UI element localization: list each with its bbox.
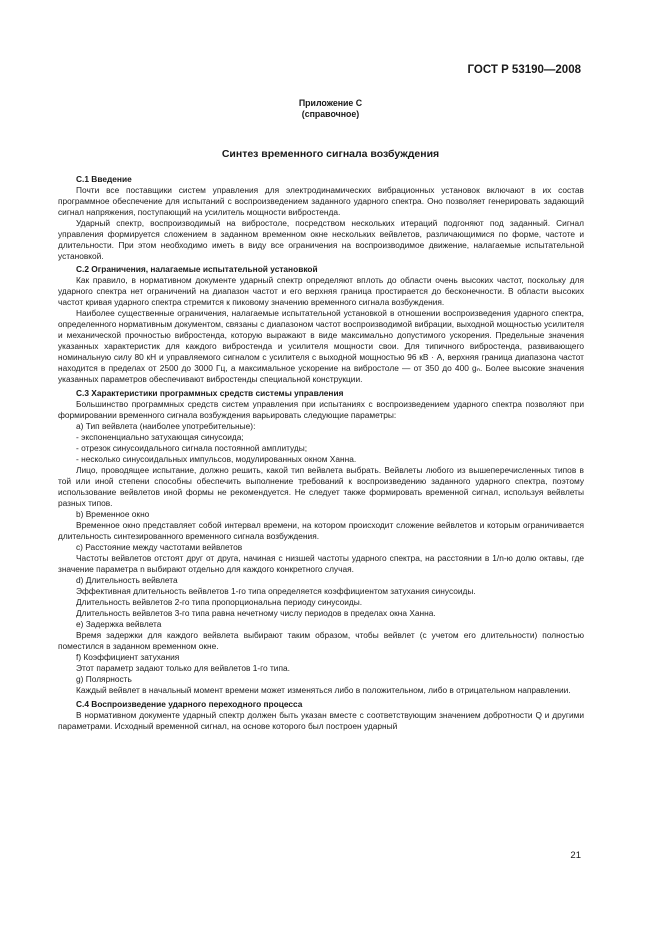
page-number: 21 — [570, 850, 581, 861]
list-item: е) Задержка вейвлета — [76, 619, 162, 630]
annex-label: Приложение С — [298, 98, 363, 108]
paragraph: Почти все поставщики систем управления для электродинамических вибрационных установок включают в их состав программное обеспечение для испытаний с воспроизведением заданного ударного спектра. Оно позволяет генерировать задающий сигнал напряжения, поступающий на усилитель мощности вибростенда. — [58, 184, 584, 217]
paragraph: Время задержки для каждого вейвлета выбирают таким образом, чтобы вейвлет (с учетом его длительности) полностью поместился в заданном временном окне. — [58, 630, 584, 652]
paragraph: Большинство программных средств систем управления при испытаниях с воспроизведением ударного спектра позволяют при формировании временного сигнала возбуждения варьировать следующие параметры: — [58, 398, 584, 420]
section-heading: С.4 Воспроизведение ударного переходного процесса — [76, 698, 303, 709]
section-heading: С.1 Введение — [76, 173, 132, 184]
sub-paragraph: Длительность вейвлетов 3-го типа равна нечетному числу периодов в пределах окна Ханна. — [76, 608, 436, 619]
paragraph: Временное окно представляет собой интервал времени, на котором происходит сложение вейвлетов и которым ограничивается длительность синтезированного временного сигнала возбуждения. — [58, 519, 584, 541]
paragraph: Ударный спектр, воспроизводимый на вибростоле, посредством нескольких итераций подгоняют под заданный. Сигнал управления формируется сложением в заданном временном окне нескольких вейвлетов, различающимися по форме, частоте и длительности. При этом необходимо иметь в виду все ограничения на воспроизводимое движение, налагаемые испытательной установкой. — [58, 217, 584, 261]
body-text — [58, 171, 584, 732]
standard-code: ГОСТ Р 53190—2008 — [467, 64, 581, 76]
paragraph: Наиболее существенные ограничения, налагаемые испытательной установкой в отношении воспроизведения ударного спектра, определенного нормативным документом, связаны с диапазоном частот воспроизводимой вибрации, выходной мощностью усилителя и механической прочностью вибростенда, которую выражают в виде максимально допустимого ускорения. Предельные значения указанных характеристик для каждого вибростенда и усилителя мощности свои. Для типичного вибростенда, развивающего номинальную силу 80 кН и управляемого сигналом с усилителя с выходной мощностью 96 кВ · А, верхняя граница диапазона частот находится в пределах от 2500 до 3000 Гц, а максимальное ускорение на вибростоле — от 350 до 400 gₙ. Более высокие значения указанных параметров обеспечивают вибростенды специальной конструкции. — [58, 308, 584, 385]
paragraph: В нормативном документе ударный спектр должен быть указан вместе с соответствующим значением добротности Q и другими параметрами. Исходный временной сигнал, на основе которого был построен ударный — [58, 709, 584, 731]
list-item: а) Тип вейвлета (наиболее употребительные): — [76, 420, 256, 431]
paragraph: Каждый вейвлет в начальный момент времени может изменяться либо в положительном, либо в отрицательном направлении. — [76, 685, 571, 696]
list-item: f) Коэффициент затухания — [76, 652, 180, 663]
sub-paragraph: Длительность вейвлетов 2-го типа пропорциональна периоду синусоиды. — [76, 597, 363, 608]
paragraph: Частоты вейвлетов отстоят друг от друга, начиная с низшей частоты ударного спектра, на расстоянии в 1/n-ю долю октавы, где значение параметра n выбирают отдельно для каждого конкретного случая. — [58, 553, 584, 575]
list-item: - несколько синусоидальных импульсов, модулированных окном Ханна. — [76, 453, 357, 464]
list-item: - отрезок синусоидального сигнала постоянной амплитуды; — [76, 442, 308, 453]
sub-paragraph: Этот параметр задают только для вейвлетов 1-го типа. — [76, 663, 290, 674]
list-item: - экспоненциально затухающая синусоида; — [76, 431, 244, 442]
annex-title: Синтез временного сигнала возбуждения — [221, 148, 440, 160]
section-heading: С.3 Характеристики программных средств системы управления — [76, 387, 344, 398]
paragraph: Лицо, проводящее испытание, должно решить, какой тип вейвлета выбрать. Вейвлеты любого из вышеперечисленных типов в той или иной степени способны обеспечить выполнение требований к воспроизведению заданного ударного спектра, поэтому использование вейвлетов иной формы не рекомендуется. Не следует также формировать временной сигнал, используя вейвлеты разных типов. — [58, 464, 584, 508]
annex-type: (справочное) — [301, 109, 360, 119]
list-item: с) Расстояние между частотами вейвлетов — [76, 542, 243, 553]
paragraph: Как правило, в нормативном документе ударный спектр определяют вплоть до области очень высоких частот, поскольку для ударного спектра нет ограничений на диапазон частот и его верхняя граница простирается до бесконечности. В области высоких частот кривая ударного спектра стремится к пиковому значению временного сигнала возбуждения. — [58, 275, 584, 308]
annex-heading — [0, 98, 661, 120]
list-item: d) Длительность вейвлета — [76, 575, 178, 586]
list-item: b) Временное окно — [76, 508, 150, 519]
section-heading: С.2 Ограничения, налагаемые испытательной установкой — [76, 264, 318, 275]
list-item: g) Полярность — [76, 674, 132, 685]
sub-paragraph: Эффективная длительность вейвлетов 1-го типа определяется коэффициентом затухания синусоиды. — [76, 586, 476, 597]
